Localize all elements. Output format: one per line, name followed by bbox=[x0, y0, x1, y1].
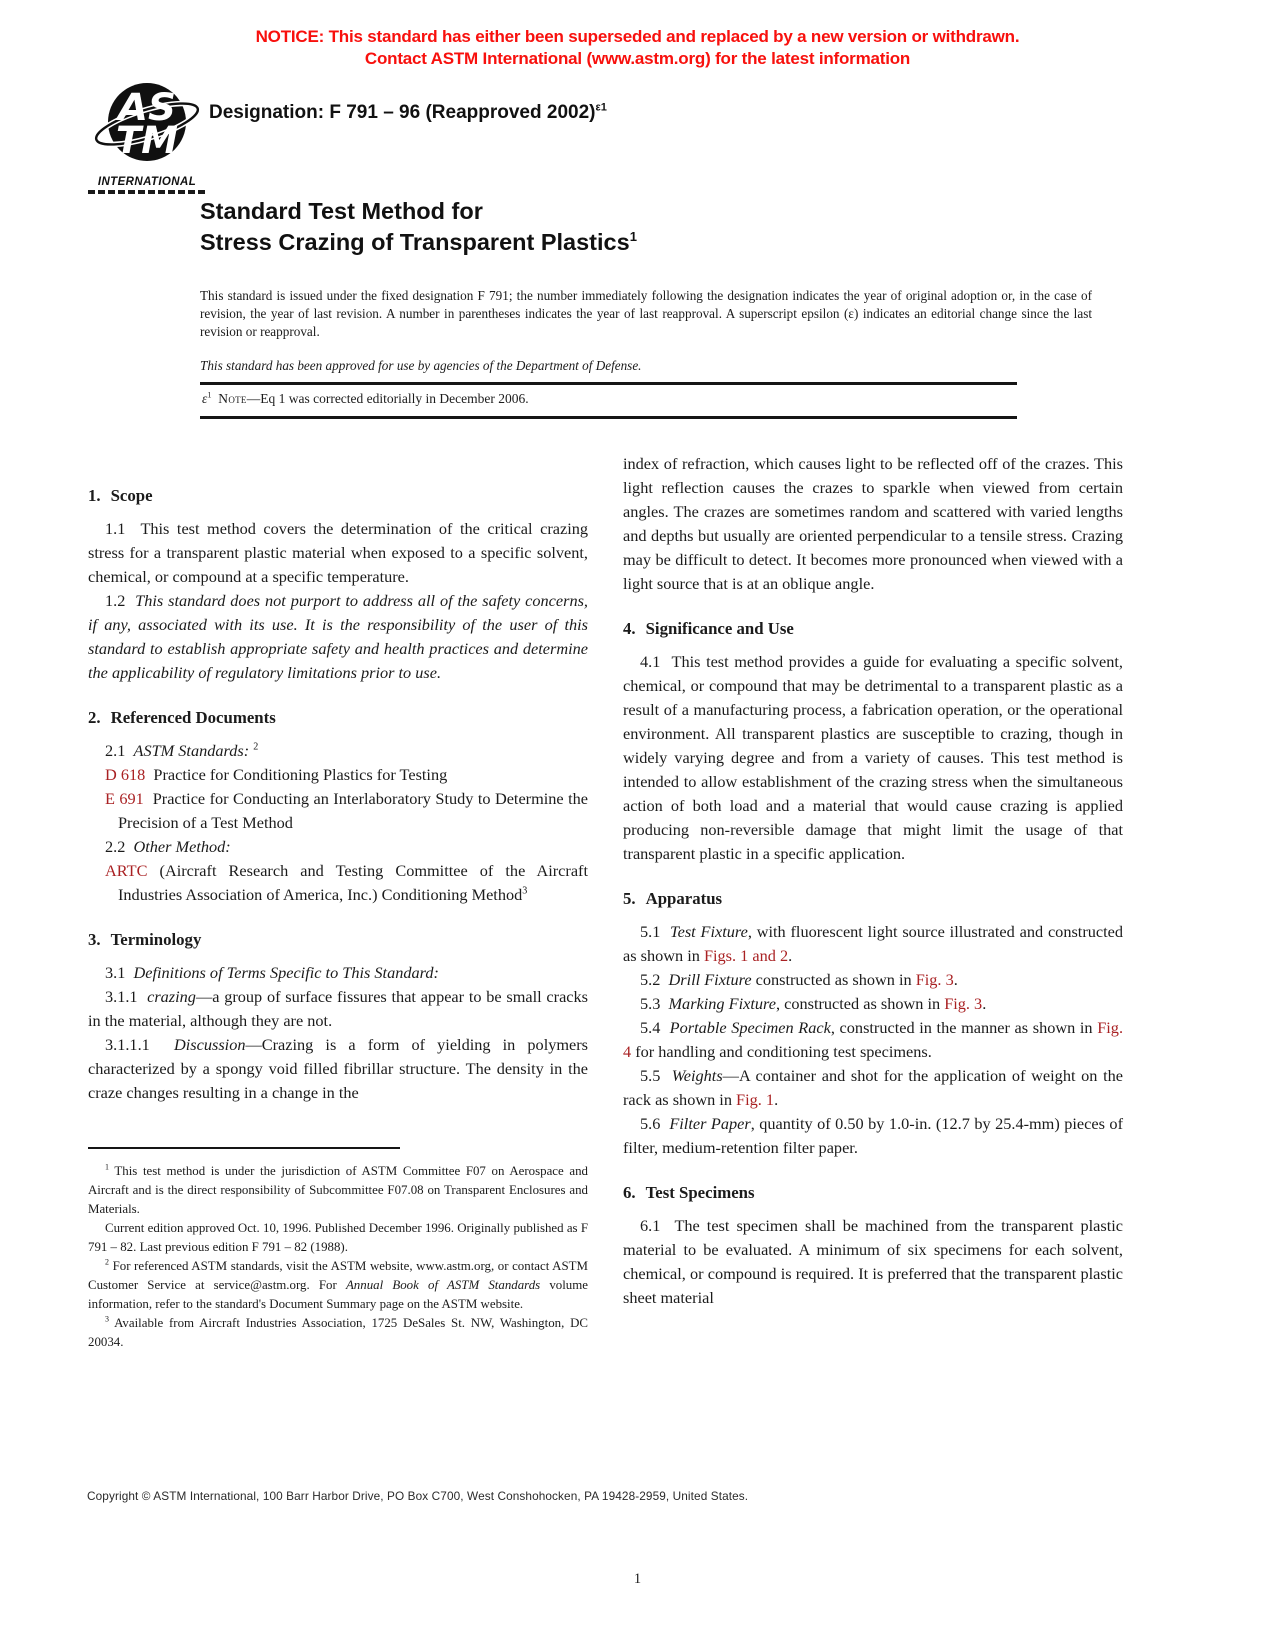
horizontal-rule-bottom bbox=[200, 416, 1017, 419]
paragraph-3-1: 3.1 Definitions of Terms Specific to This Standard: bbox=[105, 963, 439, 982]
fig-4-link[interactable]: Fig. 4 bbox=[623, 1018, 1124, 1061]
horizontal-rule-top bbox=[200, 382, 1017, 385]
section-heading-referenced-documents: 2. Referenced Documents bbox=[88, 708, 276, 727]
footnote-rule bbox=[88, 1147, 400, 1149]
page-number: 1 bbox=[633, 1571, 642, 1587]
astm-globe-icon bbox=[91, 80, 203, 172]
footnote-2: $^2$ For referenced ASTM standards, visit the ASTM website, www.astm.org, or contact ASTM Customer Service at service@astm.org. For Annual Book of ASTM Standards volume information, refer to the standard's Document Summary page on the ASTM website. bbox=[88, 1257, 588, 1311]
designation-epsilon-superscript: ε1 bbox=[595, 101, 607, 114]
paragraph-3-1-1-1: 3.1.1.1 Discussion—Crazing is a form of yielding in polymers characterized by a spongy void filled fibrillar structure. The density in the craze changes resulting in a change in the bbox=[88, 1035, 589, 1102]
section-heading-test-specimens: 6. Test Specimens bbox=[623, 1183, 755, 1202]
designation-line: Designation: F 791 – 96 (Reapproved 2002)$^{\varepsilon 1}$ bbox=[209, 101, 607, 123]
paragraph-5-1: 5.1 Test Fixture, with fluorescent light source illustrated and constructed as shown in Figs. 1 and 2. bbox=[623, 922, 1123, 965]
logo-fineprint-strip bbox=[88, 190, 206, 194]
footnote-3: $^3$ Available from Aircraft Industries Association, 1725 DeSales St. NW, Washington, DC 20034. bbox=[88, 1314, 589, 1349]
copyright-line: Copyright © ASTM International, 100 Barr Harbor Drive, PO Box C700, West Conshohocken, PA 19428-2959, United States. bbox=[87, 1489, 749, 1503]
paragraph-5-5: 5.5 Weights—A container and shot for the application of weight on the rack as shown in Fig. 1. bbox=[623, 1066, 1123, 1109]
fig-3-link[interactable]: Fig. 3 bbox=[915, 970, 954, 989]
fig-1-link[interactable]: Fig. 1 bbox=[736, 1090, 775, 1109]
svg-text:TM: TM bbox=[116, 119, 179, 162]
issuance-paragraph: This standard is issued under the fixed designation F 791; the number immediately following the designation indicates the year of original adoption or, in the case of revision, the year of last revision. A number in parentheses indicates the year of last reapproval. A superscript epsilon (ε) indicates an editorial change since the last revision or reapproval. bbox=[200, 288, 1092, 339]
svg-text:AS: AS bbox=[114, 86, 176, 129]
d618-link[interactable]: D 618 bbox=[105, 765, 146, 784]
paragraph-3-1-1-1-continuation: index of refraction, which causes light to be reflected off of the crazes. This light reflection causes the crazes to sparkle when viewed from certain angles. The crazes are sometimes random and scattered with varied lengths and depths but usually are oriented perpendicular to a tensile stress. Crazing may be difficult to detect. It becomes more pronounced when viewed with a light source that is at an oblique angle. bbox=[623, 454, 1123, 593]
superseded-notice bbox=[0, 26, 1275, 70]
notice-line-1: NOTICE: This standard has either been superseded and replaced by a new version or withdrawn. bbox=[255, 27, 1020, 46]
paragraph-4-1: 4.1 This test method provides a guide for evaluating a specific solvent, chemical, or compound that may be detrimental to a transparent plastic as a result of a manufacturing process, a fabrication operation, or the operational environment. All transparent plastics are susceptible to crazing, though in widely varying degree and from a variety of causes. This test method is intended to allow establishment of the crazing stress when the simultaneous action of both load and a material that would cause crazing is applied producing non-reversible damage that might limit the usage of that transparent plastic in a specific application. bbox=[623, 652, 1123, 863]
title-line-1: Standard Test Method for bbox=[200, 198, 483, 224]
section-heading-terminology: 3. Terminology bbox=[88, 930, 202, 949]
paragraph-6-1: 6.1 The test specimen shall be machined from the transparent plastic material to be evaluated. A minimum of six specimens for each solvent, chemical, or compound is required. It is preferred that the transparent plastic sheet material bbox=[623, 1216, 1124, 1307]
standard-title bbox=[200, 196, 1100, 258]
section-heading-apparatus: 5. Apparatus bbox=[623, 889, 723, 908]
left-column bbox=[88, 452, 588, 1352]
paragraph-2-1: 2.1 ASTM Standards: $^2$ bbox=[105, 741, 259, 760]
paragraph-5-4: 5.4 Portable Specimen Rack, constructed in the manner as shown in Fig. 4 for handling and conditioning test specimens. bbox=[623, 1018, 1124, 1061]
reference-artc: ARTC (Aircraft Research and Testing Committee of the Aircraft Industries Association of America, Inc.) Conditioning Method$^3$ bbox=[105, 861, 588, 904]
title-line-2: Stress Crazing of Transparent Plastics$^1$ bbox=[200, 229, 637, 255]
dod-approval-line: This standard has been approved for use by agencies of the Department of Defense. bbox=[200, 358, 642, 373]
footnote-1-continued: Current edition approved Oct. 10, 1996. Published December 1996. Originally published as F 791 – 82. Last previous edition F 791 – 82 (1988). bbox=[88, 1221, 588, 1254]
fig-3-link-2[interactable]: Fig. 3 bbox=[944, 994, 983, 1013]
paragraph-3-1-1: 3.1.1 crazing—a group of surface fissures that appear to be small cracks in the material, although they are not. bbox=[88, 987, 589, 1030]
notice-line-2: Contact ASTM International (www.astm.org) for the latest information bbox=[364, 49, 911, 68]
astm-logo-international-label: INTERNATIONAL bbox=[97, 176, 197, 188]
title-footnote-superscript: 1 bbox=[629, 229, 637, 245]
paragraph-5-2: 5.2 Drill Fixture constructed as shown in Fig. 3. bbox=[640, 970, 958, 989]
footnotes-block bbox=[88, 1147, 588, 1352]
paragraph-1-1: 1.1 This test method covers the determination of the critical crazing stress for a transparent plastic material when exposed to a specific solvent, chemical, or compound at a specific temperature. bbox=[88, 519, 588, 586]
paragraph-5-6: 5.6 Filter Paper, quantity of 0.50 by 1.0-in. (12.7 by 25.4-mm) pieces of filter, medium-retention filter paper. bbox=[623, 1114, 1123, 1157]
footnote-1: $^1$ This test method is under the jurisdiction of ASTM Committee F07 on Aerospace and Aircraft and is the direct responsibility of Subcommittee F07.08 on Transparent Enclosures and Materials. bbox=[88, 1162, 588, 1216]
paragraph-5-3: 5.3 Marking Fixture, constructed as shown in Fig. 3. bbox=[640, 994, 987, 1013]
right-column bbox=[623, 452, 1123, 1352]
paragraph-2-2: 2.2 Other Method: bbox=[105, 837, 231, 856]
paragraph-1-2: 1.2 This standard does not purport to address all of the safety concerns, if any, associated with its use. It is the responsibility of the user of this standard to establish appropriate safety and health practices and determine the applicability of regulatory limitations prior to use. bbox=[88, 591, 589, 682]
e691-link[interactable]: E 691 bbox=[105, 789, 144, 808]
artc-link[interactable]: ARTC bbox=[105, 861, 148, 880]
body-columns bbox=[88, 452, 1123, 1352]
astm-logo bbox=[86, 80, 208, 194]
figs-1-and-2-link[interactable]: Figs. 1 and 2 bbox=[703, 946, 789, 965]
section-heading-scope: 1. Scope bbox=[88, 486, 153, 505]
reference-e691: E 691 Practice for Conducting an Interlaboratory Study to Determine the Precision of a Test Method bbox=[105, 789, 589, 832]
section-heading-significance: 4. Significance and Use bbox=[623, 619, 794, 638]
reference-d618: D 618 Practice for Conditioning Plastics for Testing bbox=[105, 765, 448, 784]
editorial-note: $\varepsilon^1$ Note—Eq 1 was corrected editorially in December 2006. bbox=[202, 390, 529, 406]
